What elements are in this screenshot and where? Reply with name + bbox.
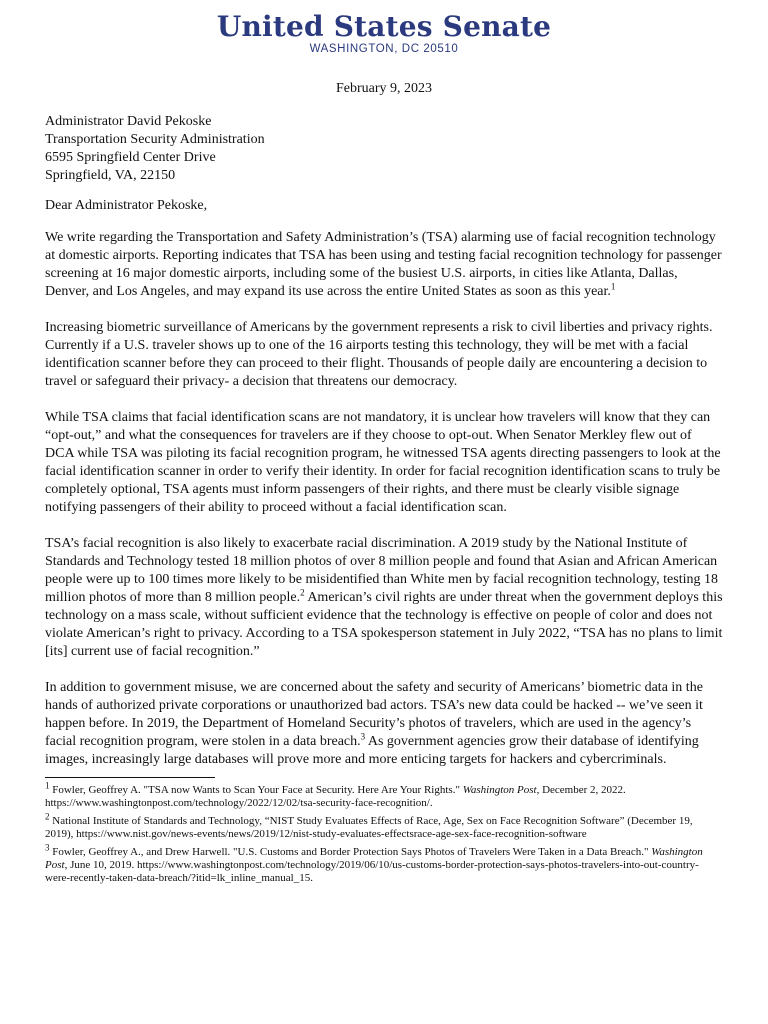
recipient-address — [45, 113, 723, 185]
address-line: Springfield, VA, 22150 — [45, 168, 176, 183]
footnote-ref: 2 — [300, 587, 305, 598]
salutation: Dear Administrator Pekoske, — [45, 198, 208, 213]
letterhead — [45, 0, 723, 56]
footnote — [45, 780, 723, 810]
footnote-text: Fowler, Geoffrey A. "TSA now Wants to Scan Your Face at Security. Here Are Your Rights." — [49, 784, 463, 796]
body-paragraph — [45, 535, 723, 661]
letterhead-subtitle: WASHINGTON, DC 20510 — [309, 43, 459, 55]
letterhead-title: United States Senate — [216, 10, 552, 43]
body-paragraph — [45, 409, 723, 517]
address-line: Administrator David Pekoske — [45, 114, 212, 129]
paragraph-text: TSA’s facial recognition is also likely to exacerbate racial discrimination. A 2019 study by the National Institute of Standards and Technology tested 18 million photos of over 8 million people and found that Asian and African American people were up to 100 times more likely to be misidentified than White men by facial recognition technology, testing 18 million photos of more than 8 million people. — [45, 536, 718, 605]
paragraph-text-continued: As government agencies grow their database of identifying images, increasingly large databases will prove more and more enticing targets for hackers and cybercriminals. — [45, 734, 699, 767]
footnote — [45, 811, 723, 841]
body-paragraph — [45, 319, 723, 391]
footnote-number: 2 — [45, 811, 50, 822]
address-line: 6595 Springfield Center Drive — [45, 150, 216, 165]
address-line: Transportation Security Administration — [45, 132, 265, 147]
footnote-source: Washington Post — [45, 846, 703, 871]
footnotes — [45, 780, 723, 885]
paragraph-text: We write regarding the Transportation and Safety Administration’s (TSA) alarming use of facial recognition technology at domestic airports. Reporting indicates that TSA has been using and testing facial recognition technology for passenger screening at 16 major domestic airports, including some of the busiest U.S. airports, in cities like Atlanta, Dallas, Denver, and Los Angeles, and may expand its use across the entire United States as soon as this year. — [45, 230, 722, 299]
footnote-number: 3 — [45, 842, 50, 853]
body-paragraph — [45, 229, 723, 301]
footnote-text-continued: , June 10, 2019. https://www.washingtonpost.com/technology/2019/06/10/us-customs-border-protection-says-photos-travelers-into-out-country-were-recently-taken-data-breach/?itid=lk_inline_manual_15. — [45, 859, 699, 884]
paragraph-text: Increasing biometric surveillance of Americans by the government represents a risk to civil liberties and privacy rights. Currently if a U.S. traveler shows up to one of the 16 airports testing this technology, they will be met with a facial identification scanner before they can proceed to their flight. Thousands of people daily are encountering a decision to travel or safeguard their privacy- a decision that threatens our democracy. — [45, 320, 713, 389]
footnote-ref: 3 — [360, 731, 366, 742]
letter-date: February 9, 2023 — [335, 81, 433, 96]
letter-body — [45, 229, 723, 769]
body-paragraph — [45, 679, 723, 769]
footnote-text: Fowler, Geoffrey A., and Drew Harwell. "U.S. Customs and Border Protection Says Photos of Travelers Were Taken in a Data Breach." — [49, 846, 652, 858]
paragraph-text: While TSA claims that facial identification scans are not mandatory, it is unclear how travelers will know that they can “opt-out,” and what the consequences for travelers are if they choose to opt-out. When Senator Merkley flew out of DCA while TSA was piloting its facial recognition program, he witnessed TSA agents directing passengers to look at the facial identification scanner in order to verify their identity. In order for facial recognition identification scans to truly be completely optional, TSA agents must inform passengers of their rights, and there must be clearly visible signage notifying passengers of their ability to proceed without a facial identification scan. — [45, 410, 721, 515]
footnote-source: Washington Post — [462, 784, 537, 796]
paragraph-text: In addition to government misuse, we are concerned about the safety and security of Americans’ biometric data in the hands of authorized private corporations or unauthorized bad actors. TSA’s new data could be hacked -- we’ve seen it happen before. In 2019, the Department of Homeland Security’s photos of travelers, which are used in the agency’s facial recognition program, were stolen in a data breach. — [45, 680, 703, 749]
footnote-ref: 1 — [610, 281, 616, 292]
paragraph-text-continued: American’s civil rights are under threat when the government deploys this technology on a mass scale, without sufficient evidence that the technology is effective on people of color and does not violate American’s right to privacy. According to a TSA spokesperson statement in July 2022, “TSA has no plans to limit [its] current use of facial recognition.” — [45, 590, 723, 659]
footnote-text-continued: , December 2, 2022. https://www.washingtonpost.com/technology/2022/12/02/tsa-security-face-recognition/. — [45, 784, 626, 809]
footnote — [45, 842, 723, 885]
footnote-text: National Institute of Standards and Technology, “NIST Study Evaluates Effects of Race, Age, Sex on Face Recognition Software” (December 19, 2019), https://www.nist.gov/news-events/news/2019/12/nist-study-evaluates-effectsrace-age-sex-face-recognition-software — [45, 815, 693, 840]
footnote-divider — [45, 777, 215, 778]
footnote-number: 1 — [45, 780, 50, 791]
